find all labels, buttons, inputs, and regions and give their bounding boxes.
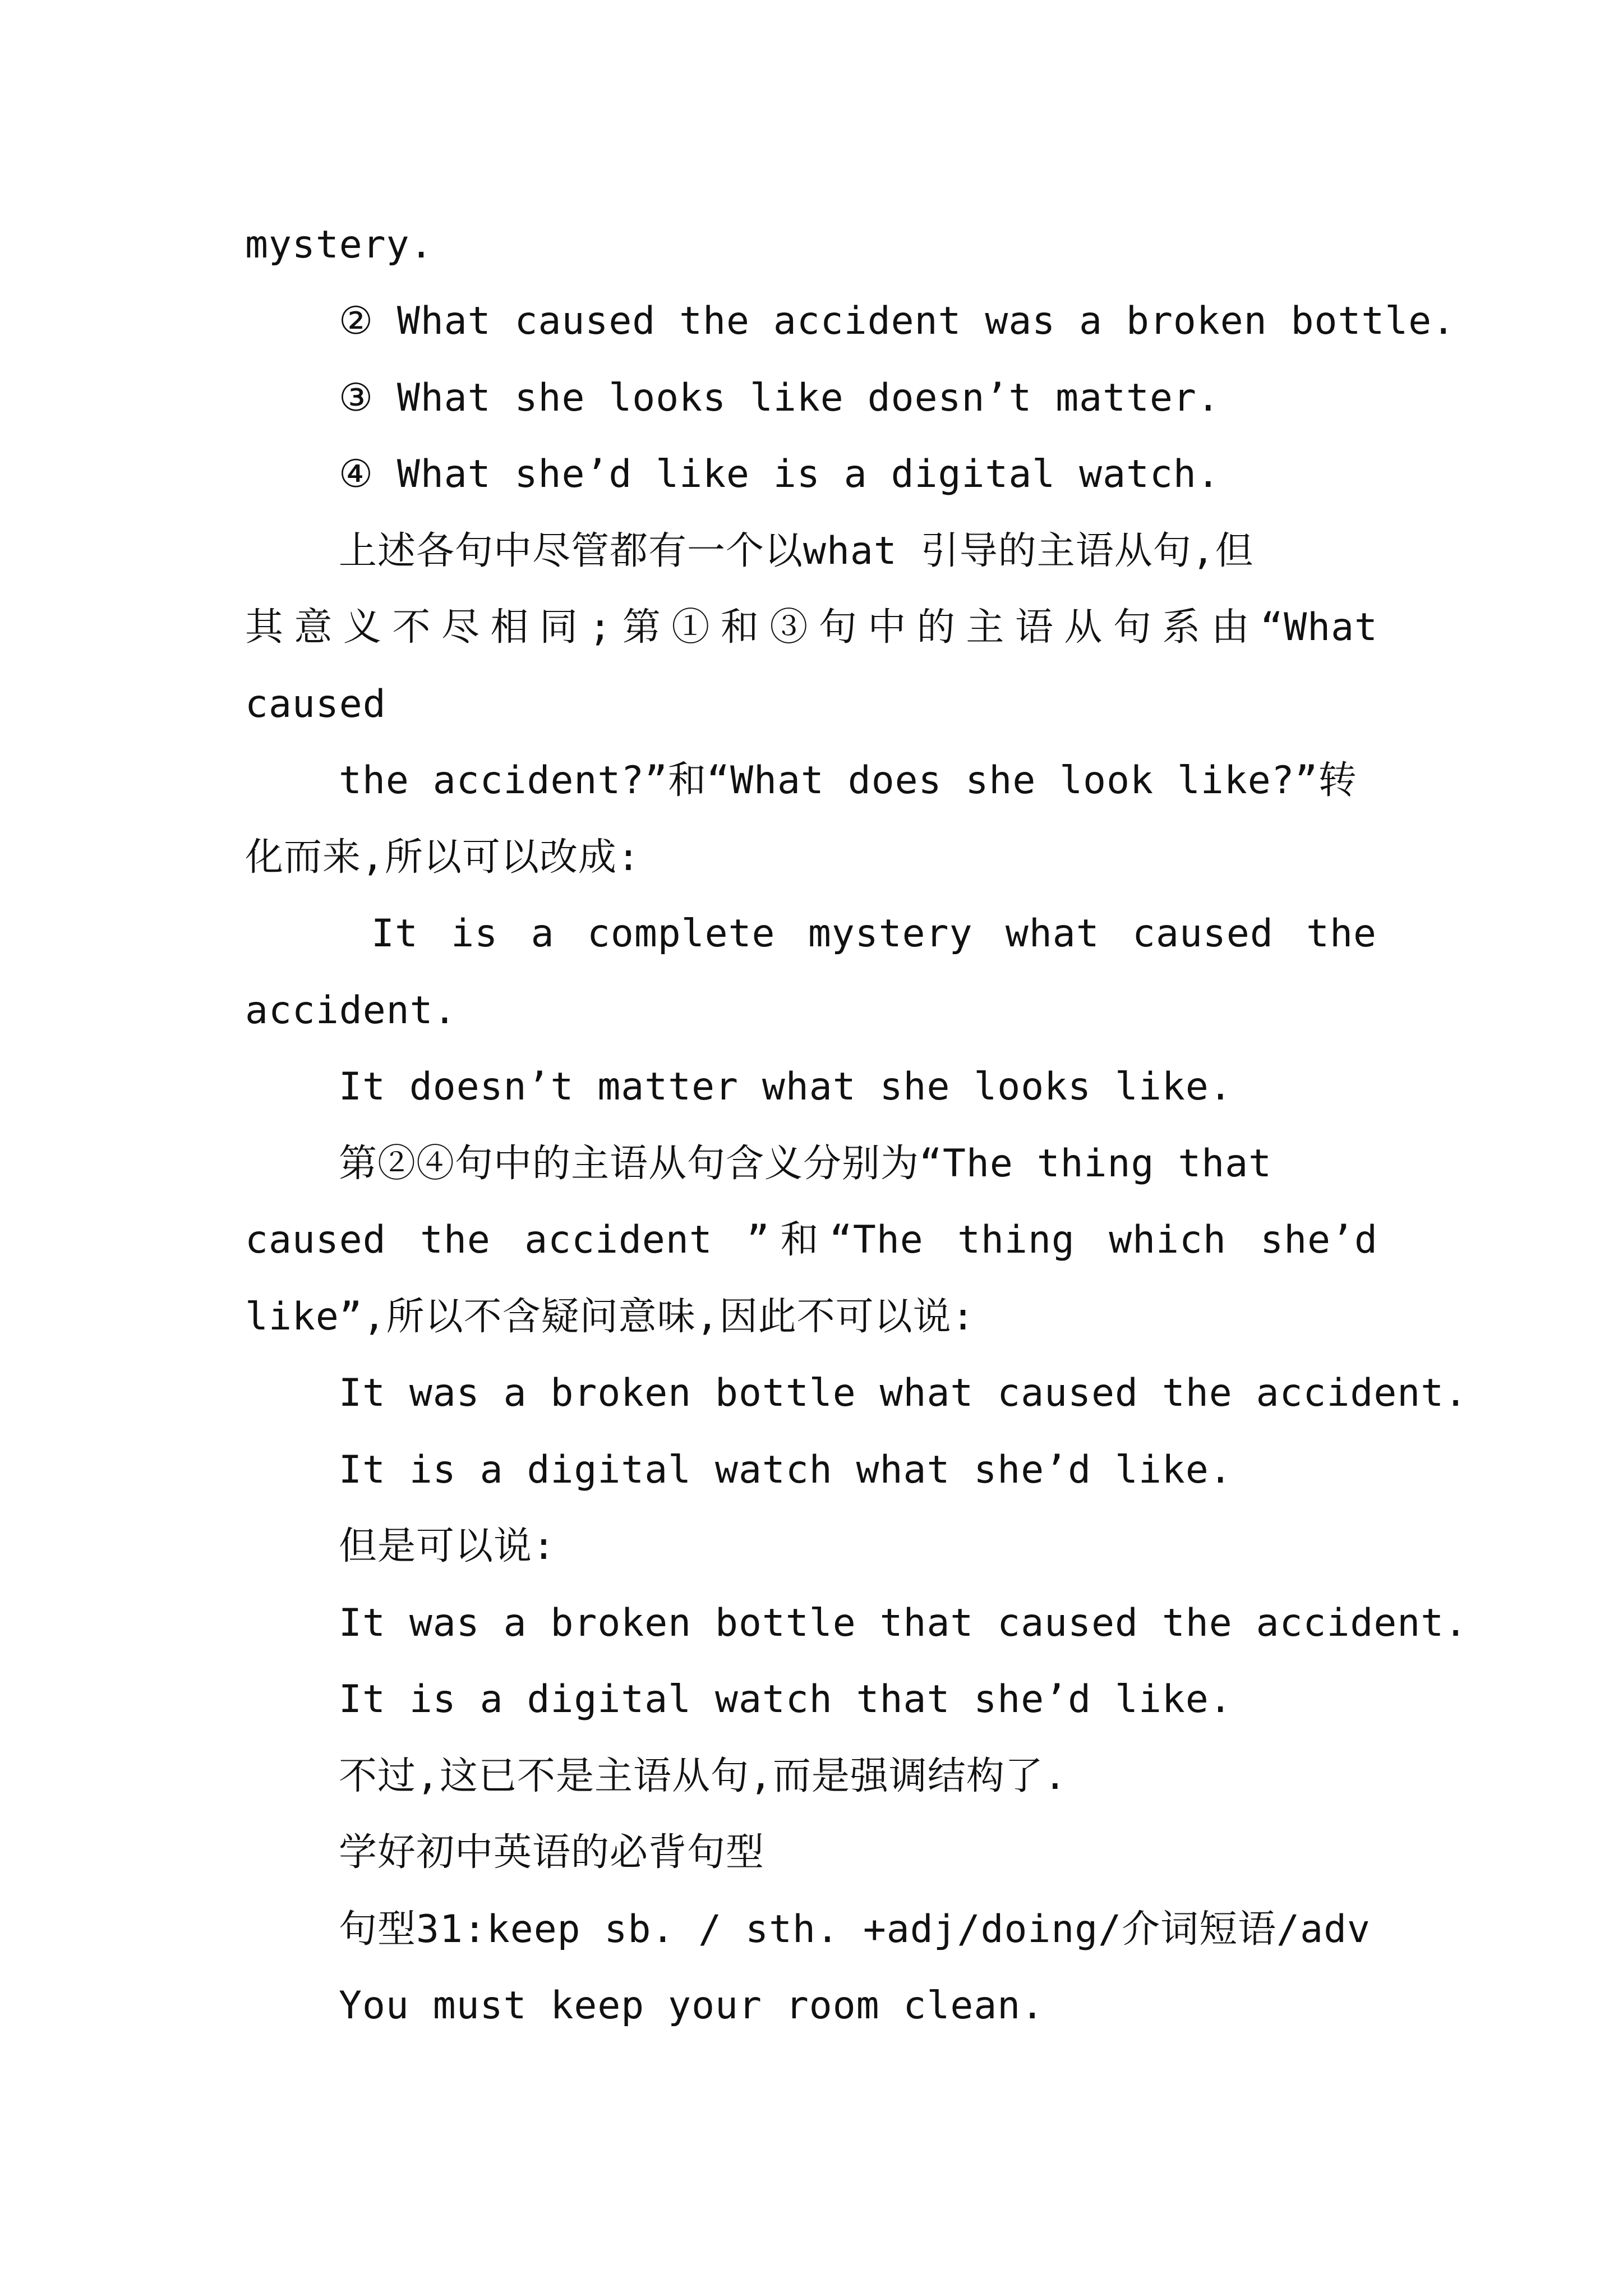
text-line: 第②④句中的主语从句含义分别为“The thing that	[339, 1142, 1272, 1186]
text-line: 但是可以说:	[339, 1524, 556, 1568]
text-line: 句型31:keep sb. / sth. +adj/doing/介词短语/adv	[339, 1907, 1371, 1952]
text-line: 化而来,所以可以改成:	[245, 835, 640, 880]
text-line: the accident?”和“What does she look like?”转	[339, 758, 1357, 803]
text-line: 其意义不尽相同;第①和③句中的主语从句系由“What	[245, 605, 1378, 650]
text-line: caused	[245, 682, 386, 726]
text-line: It was a broken bottle that caused the accident.	[339, 1601, 1468, 1645]
text-line: ② What caused the accident was a broken bottle.	[339, 299, 1456, 343]
text-line: ③ What she looks like doesn’t matter.	[339, 376, 1220, 420]
text-line: It was a broken bottle what caused the accident.	[339, 1371, 1468, 1415]
text-line: It is a digital watch what she’d like.	[339, 1448, 1233, 1492]
text-line: You must keep your room clean.	[339, 1984, 1045, 2028]
text-line: ④ What she’d like is a digital watch.	[339, 452, 1220, 496]
text-line: It is a digital watch that she’d like.	[339, 1677, 1233, 1722]
text-line: 学好初中英语的必背句型	[339, 1830, 765, 1875]
text-line: caused the accident ”和“The thing which she’d	[245, 1218, 1378, 1262]
text-line: 上述各句中尽管都有一个以what 引导的主语从句,但	[339, 529, 1254, 573]
text-line: 不过,这已不是主语从句,而是强调结构了.	[339, 1754, 1067, 1798]
text-line: accident.	[245, 988, 457, 1033]
text-line: mystery.	[245, 223, 434, 267]
text-line: like”,所以不含疑问意味,因此不可以说:	[245, 1295, 975, 1339]
text-line: It doesn’t matter what she looks like.	[339, 1065, 1233, 1109]
text-line: It is a complete mystery what caused the	[371, 912, 1377, 956]
